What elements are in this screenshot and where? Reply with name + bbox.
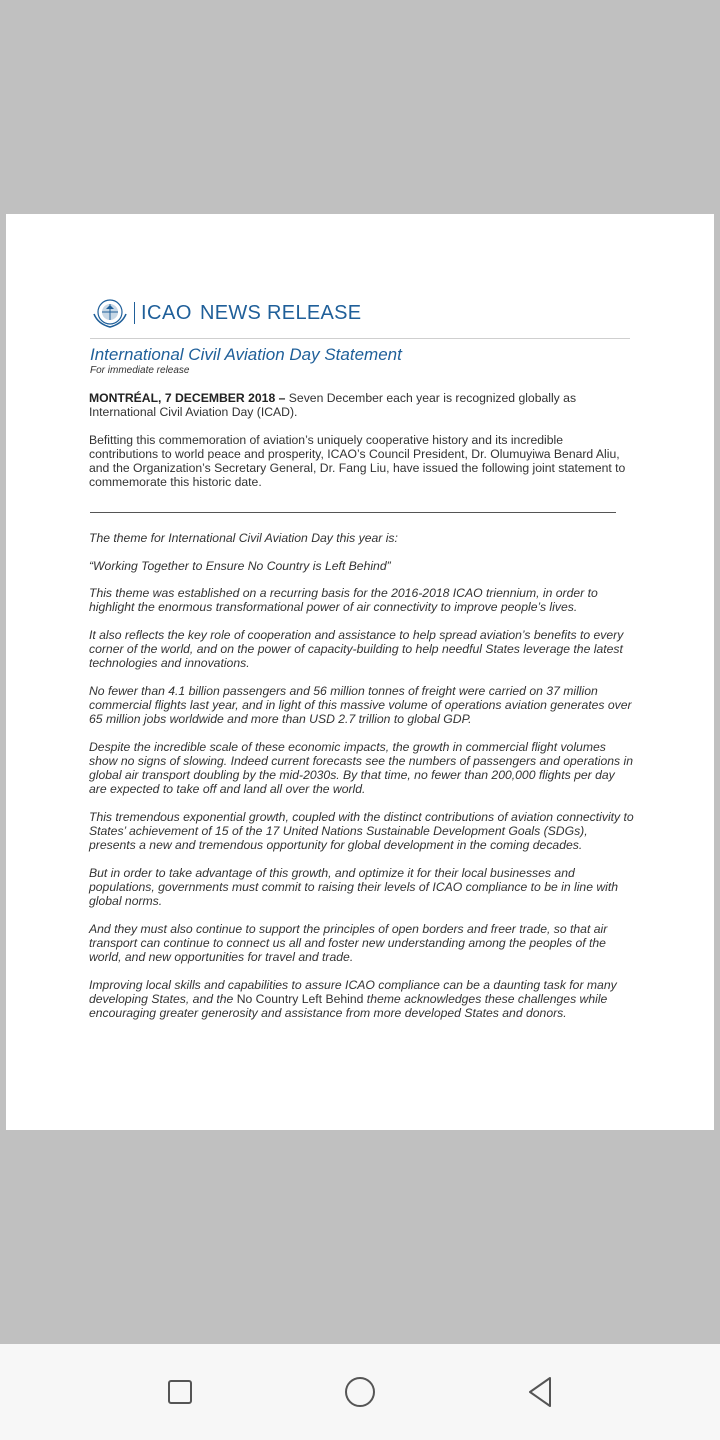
statement-4: It also reflects the key role of cooperation and assistance to help spread aviation’s benefits to every corner of the world, and on the power of capacity-building to help needful States leverage the latest technologies and innovations. <box>89 628 624 670</box>
news-release-header <box>90 296 630 339</box>
brand-name: ICAO <box>134 302 192 324</box>
page-title: International Civil Aviation Day Statement <box>90 345 402 364</box>
statement-10-part-c: theme acknowledges these challenges while encouraging greater generosity and assistance from more developed States and donors. <box>89 992 608 1020</box>
home-button[interactable] <box>340 1374 380 1410</box>
statement-10 <box>89 978 634 1020</box>
back-button[interactable] <box>520 1374 560 1410</box>
square-icon <box>166 1378 194 1406</box>
statement-3: This theme was established on a recurring basis for the 2016-2018 ICAO triennium, in order to highlight the enormous transformational power of air connectivity to improve people’s lives. <box>89 586 598 614</box>
statement-10-part-a: Improving local skills and capabilities to assure ICAO compliance can be a daunting task for many developing States, and the <box>89 978 617 1006</box>
release-note: For immediate release <box>90 365 190 376</box>
document-page[interactable] <box>6 214 714 1130</box>
icao-logo-icon <box>90 296 130 332</box>
statement-6: Despite the incredible scale of these economic impacts, the growth in commercial flight volumes show no signs of slowing. Indeed current forecasts see the numbers of passengers and operations in global air transport doubling by the mid-2030s. By that time, no fewer than 200,000 flights per day are expected to take off and land all over the world. <box>89 740 634 796</box>
statement-1: The theme for International Civil Aviation Day this year is: <box>89 531 398 545</box>
statement-theme: “Working Together to Ensure No Country is Left Behind” <box>89 559 391 573</box>
statement-9: And they must also continue to support the principles of open borders and freer trade, so that air transport can continue to connect us all and foster new understanding among the peoples of the world, and new opportunities for travel and trade. <box>89 922 608 964</box>
recent-apps-button[interactable] <box>160 1374 200 1410</box>
triangle-back-icon <box>525 1375 555 1409</box>
statement-7: This tremendous exponential growth, coupled with the distinct contributions of aviation connectivity to States’ achievement of 15 of the 17 United Nations Sustainable Development Goals (SDGs), presents a new and tremendous opportunity for global development in the coming decades. <box>89 810 634 852</box>
circle-icon <box>344 1376 376 1408</box>
statement-5: No fewer than 4.1 billion passengers and 56 million tonnes of freight were carried on 37 million commercial flights last year, and in light of this massive volume of operations aviation generates over 65 million jobs worldwide and more than USD 2.7 trillion to global GDP. <box>89 684 632 726</box>
statement-8: But in order to take advantage of this growth, and optimize it for their local businesses and populations, governments must commit to raising their levels of ICAO compliance to be in line with global norms. <box>89 866 619 908</box>
paragraph-2: Befitting this commemoration of aviation’s uniquely cooperative history and its incredible contributions to world peace and prosperity, ICAO’s Council President, Dr. Olumuyiwa Benard Aliu, and the Organization’s Secretary General, Dr. Fang Liu, have issued the following joint statement to commemorate this historic date. <box>89 433 626 489</box>
system-navigation-bar <box>0 1344 720 1440</box>
dateline: MONTRÉAL, 7 DECEMBER 2018 – <box>89 391 286 405</box>
news-release-label: NEWS RELEASE <box>200 302 362 324</box>
statement-10-theme: No Country Left Behind <box>236 992 364 1006</box>
intro-paragraph <box>89 391 634 419</box>
intro-text: Seven December each year is recognized globally as International Civil Aviation Day (ICAD). <box>89 391 577 419</box>
divider <box>90 512 616 513</box>
